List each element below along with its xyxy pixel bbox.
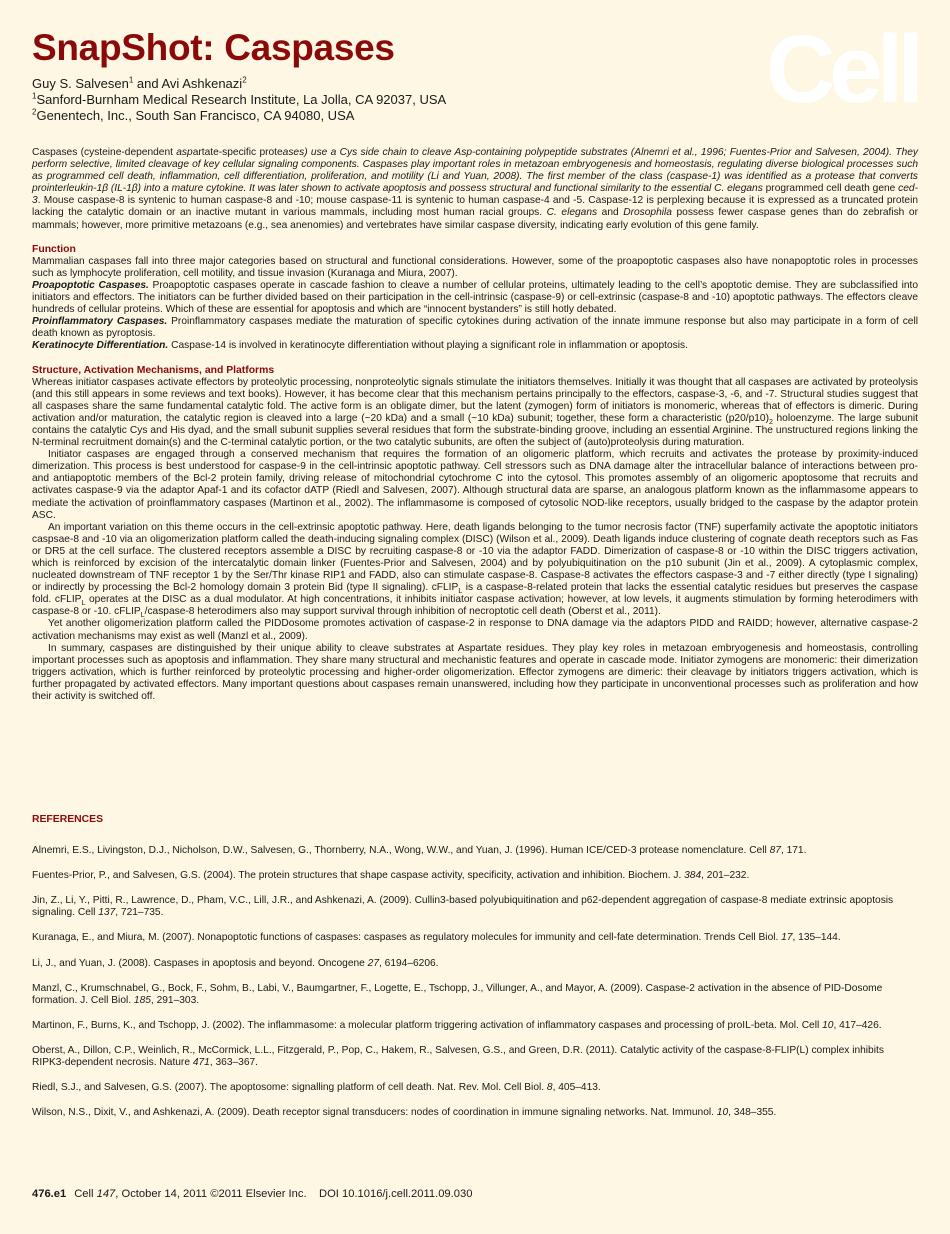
- reference-volume: 8: [546, 1082, 553, 1094]
- structure-text: is a caspase-8-related protein that lacks the essential catalytic residues but preserves the caspase fold. cFLIP: [32, 582, 918, 606]
- intro-text: possess fewer caspase genes than do zebrafish or mammals; however, more primitive metazoans (e.g., sea anenomies) and vertebrates have similar caspase diversity, indicating early evolution of this gene family.: [32, 207, 918, 231]
- intro-text: Caspases (cysteine-dependent: [32, 147, 177, 158]
- reference-text: Jin, Z., Li, Y., Pitti, R., Lawrence, D., Pham, V.C., Lill, J.R., and Ashkenazi, A. (2009). Cullin3-based polyubiquitination and p62-dependent aggregation of caspase-8 mediate extrinsic apoptosis signaling. Cell: [32, 895, 894, 919]
- page-number: 476.e1: [32, 1188, 67, 1200]
- structure-text: /caspase-8 heterodimers also may support survival through inhibition of necroptotic cell death (Oberst et al., 2011).: [144, 606, 661, 618]
- references-section: [32, 814, 918, 1132]
- reference-volume: 87: [769, 845, 781, 857]
- intro-emphasis: C. elegans: [714, 183, 763, 195]
- journal-logo: Cell: [765, 16, 918, 123]
- reference-volume: 384: [684, 870, 702, 882]
- article-body: [32, 147, 918, 703]
- author-block: [32, 76, 446, 124]
- reference-pages: , 417–426.: [833, 1019, 882, 1031]
- intro-paragraph: [32, 147, 918, 232]
- proinflammatory-text: Proinflammatory caspases mediate the maturation of specific cytokines during activation of the innate immune response but also may participate in a form of cell death known as pyroptosis.: [32, 316, 918, 340]
- affiliation-1: [32, 92, 446, 108]
- reference-item: [32, 932, 918, 944]
- structure-paragraph-1: [32, 377, 918, 450]
- affiliation-1-marker: 1: [32, 91, 37, 101]
- affiliation-1-text: Sanford-Burnham Medical Research Institute, La Jolla, CA 92037, USA: [36, 92, 447, 107]
- intro-emphasis: Drosophila: [623, 207, 672, 219]
- reference-pages: , 201–232.: [701, 870, 750, 882]
- structure-text: Whereas initiator caspases activate effectors by proteolytic processing, nonproteolytic signals stimulate the initiators themselves. Initially it was thought that all caspases are activated by proteolysis (and this still appears in some reviews and text books). However, it has become clear that this mechanism pertains principally to the effectors, caspase-3, -6, and -7. Structural studies suggest that all caspases share the same fundamental catalytic fold. The active form is an obligate dimer, but the latent (zymogen) form of initiators is monomeric, whereas that of effectors is dimeric. During activation and/or maturation, the catalytic region is cleaved into a large (~20 kDa) and a small (~10 kDa) subunit; together, these form a characteristic (p20/p10): [32, 376, 918, 424]
- proapoptotic-text: Proapoptotic caspases operate in cascade fashion to cleave a number of cellular proteins, ultimately leading to the cell’s apoptotic demise. They are subclassified into initiators and effectors. The initiators can be further divided based on their participation in the cell-intrinsic (caspase-9) or cell-extrinsic (caspase-8 and -10) apoptotic pathways. The effectors cleave hundreds of cellular proteins. Which of these are essential for apoptosis and which are “innocent bystanders” is still hotly debated.: [32, 279, 918, 316]
- intro-text: artate-specific prote: [192, 147, 283, 158]
- reference-pages: , 6194–6206.: [379, 957, 439, 969]
- reference-text: Fuentes-Prior, P., and Salvesen, G.S. (2004). The protein structures that shape caspase activity, specificity, activation and inhibition. Biochem. J.: [32, 870, 685, 882]
- keratinocyte-heading: Keratinocyte Differentiation.: [32, 340, 169, 352]
- structure-paragraph-3: [32, 522, 918, 619]
- structure-subscript: L: [81, 600, 86, 608]
- reference-item: [32, 870, 918, 882]
- reference-pages: , 405–413.: [552, 1082, 601, 1094]
- structure-text: An important variation on this theme occurs in the cell-extrinsic apoptotic pathway. Here, death ligands belonging to the tumor necrosis factor (TNF) superfamily activate the apoptotic initiators caspsae-8 and -10 via an oligomerization platform called the death-inducing signaling complex (DISC) (Wilson et al., 2009). Death ligands induce clustering of cognate death receptors such as Fas or DR5 at the cell surface. The clustered receptors assemble a DISC by recruiting caspase-8 or -10 via the adaptor FADD. Dimerization of caspase-8 or -10 within the DISC triggers activation, which is reinforced by excision of the intercatalytic domain linker (Fuentes-Prior and Salvesen, 2004) and by polyubiquitination on the p10 subunit (Jin et al., 2009). A cytoplasmic complex, nucleated downstream of TNF receptor 1 by the Ser/Thr kinase RIP1 and FADD, also can stimulate caspase-8. Caspase-8 activates the effectors caspase-3 and -7 either directly (type I signaling) or indirectly by processing the Bcl-2 homology domain 3 protein Bid (type II signaling). cFLIP: [32, 521, 918, 594]
- reference-item: [32, 1045, 918, 1069]
- reference-text: Wilson, N.S., Dixit, V., and Ashkenazi, A. (2009). Death receptor signal transducers: nodes of coordination in immune signaling networks. Nat. Immunol.: [32, 1107, 717, 1119]
- affiliation-2-text: Genentech, Inc., South San Francisco, CA 94080, USA: [36, 108, 355, 123]
- function-heading: Function: [32, 243, 76, 255]
- structure-paragraph-5: In summary, caspases are distinguished by their unique ability to cleave substrates at Aspartate residues. They play key roles in metazoan embryogenesis and homeostasis, controlling important processes such as apoptosis and inflammation. They share many structural and mechanistic features and operate in cascade mode. Initiator zymogens are monomeric: their dimerization triggers activation, which is further reinforced by proteolytic processing and higher-order oligomerization. Effector zymogens are dimeric: their cleavage by initiators triggers activation, which is further propagated by activated effectors. Many important questions about caspases remain unanswered, including how they participate in unconventional processes such as proliferation and how their activity is switched off.: [32, 642, 918, 703]
- author-salvesen-affil: 1: [128, 75, 134, 85]
- structure-subscript: L: [140, 612, 145, 620]
- footer-journal: Cell: [74, 1188, 97, 1200]
- reference-text: Oberst, A., Dillon, C.P., Weinlich, R., McCormick, L.L., Fitzgerald, P., Pop, C., Hakem, R., Salvesen, G.S., and Green, D.R. (2011). Catalytic activity of the caspase-8-FLIP(L) complex inhibits RIPK3-dependent necrosis. Nature: [32, 1044, 884, 1069]
- intro-text: . Mouse caspase-8 is syntenic to human caspase-8 and -10; mouse caspase-11 is syntenic to human caspase-4 and -5. Caspase-12 is perplexing because it is expressed as a truncated protein lacking the catalytic domain or an inactive mutant in various mammals, including most human racial groups.: [32, 195, 918, 219]
- structure-paragraph-2: Initiator caspases are engaged through a conserved mechanism that requires the formation of an oligomeric platform, which recruits and activates the protease by proximity-induced dimerization. This process is best understood for caspase-9 in the cell-intrinsic apoptotic pathway. Cell stressors such as DNA damage alter the intracellular balance of interactions between pro- and antiapoptotic members of the Bcl-2 protein family, driving release of mitochondrial cytochrome C into the cytosol. This promotes assembly of an oligomeric apoptosome that recruits and activates caspase-9 via the adaptor Apaf-1 and its cofactor dATP (Riedl and Salvesen, 2007). Although structural data are sparse, an analogous platform known as the inflammasome appears to mediate the activation of proinflammatory caspases (Martinon et al., 2002). The inflammasome is composed of cytosolic NOD-like receptors, usually bridged to the caspase by the adaptor protein ASC.: [32, 449, 918, 521]
- intro-emphasis: ced-3: [32, 183, 918, 207]
- reference-item: [32, 1082, 918, 1094]
- author-salvesen: Guy S. Salvesen: [32, 76, 129, 91]
- reference-volume: 27: [367, 957, 380, 969]
- affiliation-2-marker: 2: [32, 107, 37, 117]
- reference-volume: 185: [133, 994, 151, 1006]
- reference-text: Alnemri, E.S., Livingston, D.J., Nicholson, D.W., Salvesen, G., Thornberry, N.A., Wong, W.W., and Yuan, J. (1996). Human ICE/CED-3 protease nomenclature. Cell: [32, 845, 770, 857]
- references-heading: REFERENCES: [32, 814, 104, 825]
- structure-subscript: 2: [768, 418, 773, 426]
- reference-volume: 137: [98, 907, 116, 919]
- proapoptotic-heading: Proapoptotic Caspases.: [32, 279, 149, 291]
- reference-item: [32, 958, 918, 970]
- intro-emphasis: asp: [176, 147, 193, 158]
- structure-paragraph-4: Yet another oligomerization platform called the PIDDosome promotes activation of caspase-2 in response to DNA damage via the adaptors PIDD and RAIDD; however, alternative caspase-2 activation mechanisms may exist as well (Manzl et al., 2009).: [32, 618, 918, 642]
- reference-text: Riedl, S.J., and Salvesen, G.S. (2007). The apoptosome: signalling platform of cell death. Nat. Rev. Mol. Cell Biol.: [32, 1082, 547, 1094]
- reference-pages: , 348–355.: [728, 1107, 777, 1119]
- reference-pages: , 291–303.: [150, 994, 200, 1006]
- reference-item: [32, 895, 918, 919]
- reference-pages: , 135–144.: [792, 932, 841, 944]
- reference-item: [32, 845, 918, 857]
- structure-subscript: L: [458, 588, 463, 596]
- reference-pages: , 721–735.: [115, 907, 164, 919]
- reference-item: [32, 983, 918, 1007]
- intro-text: programmed cell death gene: [762, 183, 899, 195]
- structure-text: holoenzyme. The large subunit contains the catalytic Cys and His dyad, and the small subunit supplies several residues that form the substrate-binding groove, including an essential Arginine. The unstructured regions linking the N-terminal recruitment domain(s) and the C-terminal catalytic portion, or the two catalytic subunits, are often the subject of (auto)proteolysis during maturation.: [32, 412, 918, 449]
- keratinocyte-text: Caspase-14 is involved in keratinocyte differentiation without playing a significant role in inflammation or apoptosis.: [168, 340, 688, 352]
- article-title: SnapShot: Caspases: [32, 27, 395, 68]
- intro-emphasis: ases) use a Cys side chain to cleave Asp-containing polypeptide substrates (Alnemri et al., 1996; Fuentes-Prior and Salvesen, 2004). They perform selective, limited cleavage of key cellular signaling components. Caspases play important roles in metazoan embryogenesis and homeostasis, regulating diverse biological processes such as programmed cell death, inflammation, cell differentiation, proliferation, and motility (Li and Yuan, 2008). The first member of the class (caspase-1) was identified as a protease that converts prointerleukin-1β (IL-1β) into a mature cytokine. It was later shown to activate apoptosis and possess structural and functional similarity to the essential: [32, 147, 918, 195]
- reference-item: [32, 1020, 918, 1032]
- author-connector: and Avi Ashkenazi: [133, 76, 243, 91]
- footer-volume: 147: [96, 1188, 116, 1200]
- author-ashkenazi-affil: 2: [242, 75, 247, 85]
- reference-volume: 471: [192, 1057, 210, 1069]
- proapoptotic-paragraph: [32, 280, 918, 316]
- author-names: [32, 76, 446, 92]
- reference-item: [32, 1107, 918, 1119]
- reference-volume: 17: [781, 932, 793, 944]
- function-paragraph: Mammalian caspases fall into three major categories based on structural and functional considerations. However, some of the proapoptotic caspases also have nonapoptotic roles in processes such as lymphocyte proliferation, cell motility, and tissue invasion (Kuranaga and Miura, 2007).: [32, 255, 918, 279]
- intro-text: and: [597, 207, 624, 219]
- reference-volume: 10: [822, 1019, 834, 1031]
- footer-citation: , October 14, 2011 ©2011 Elsevier Inc. DOI 10.1016/j.cell.2011.09.030: [115, 1188, 473, 1200]
- reference-pages: , 363–367.: [209, 1057, 258, 1069]
- reference-text: Kuranaga, E., and Miura, M. (2007). Nonapoptotic functions of caspases: caspases as regulatory molecules for immunity and cell-fate determination. Trends Cell Biol.: [32, 932, 782, 944]
- affiliation-2: [32, 108, 446, 124]
- page-footer: [32, 1187, 472, 1201]
- reference-pages: , 171.: [780, 845, 807, 857]
- structure-heading: Structure, Activation Mechanisms, and Platforms: [32, 364, 275, 376]
- reference-text: Li, J., and Yuan, J. (2008). Caspases in apoptosis and beyond. Oncogene: [32, 957, 368, 969]
- proinflammatory-paragraph: [32, 316, 918, 340]
- reference-text: Manzl, C., Krumschnabel, G., Bock, F., Sohm, B., Labi, V., Baumgartner, F., Logette, E., Tschopp, J., Villunger, A., and Mayor, A. (2009). Caspase-2 activation in the absence of PID-Dosome formation. J. Cell Biol.: [32, 982, 883, 1006]
- structure-text: operates at the DISC as a dual modulator. At high concentrations, it inhibits initiator caspase activation; however, at low levels, it augments stimulation by forming heterodimers with caspase-8 or -10. cFLIP: [32, 594, 918, 618]
- intro-emphasis: C. elegans: [546, 207, 598, 219]
- keratinocyte-paragraph: [32, 340, 918, 352]
- reference-text: Martinon, F., Burns, K., and Tschopp, J. (2002). The inflammasome: a molecular platform triggering activation of inflammatory caspases and processing of proIL-beta. Mol. Cell: [32, 1019, 823, 1031]
- reference-volume: 10: [716, 1107, 729, 1119]
- proinflammatory-heading: Proinflammatory Caspases.: [32, 316, 168, 328]
